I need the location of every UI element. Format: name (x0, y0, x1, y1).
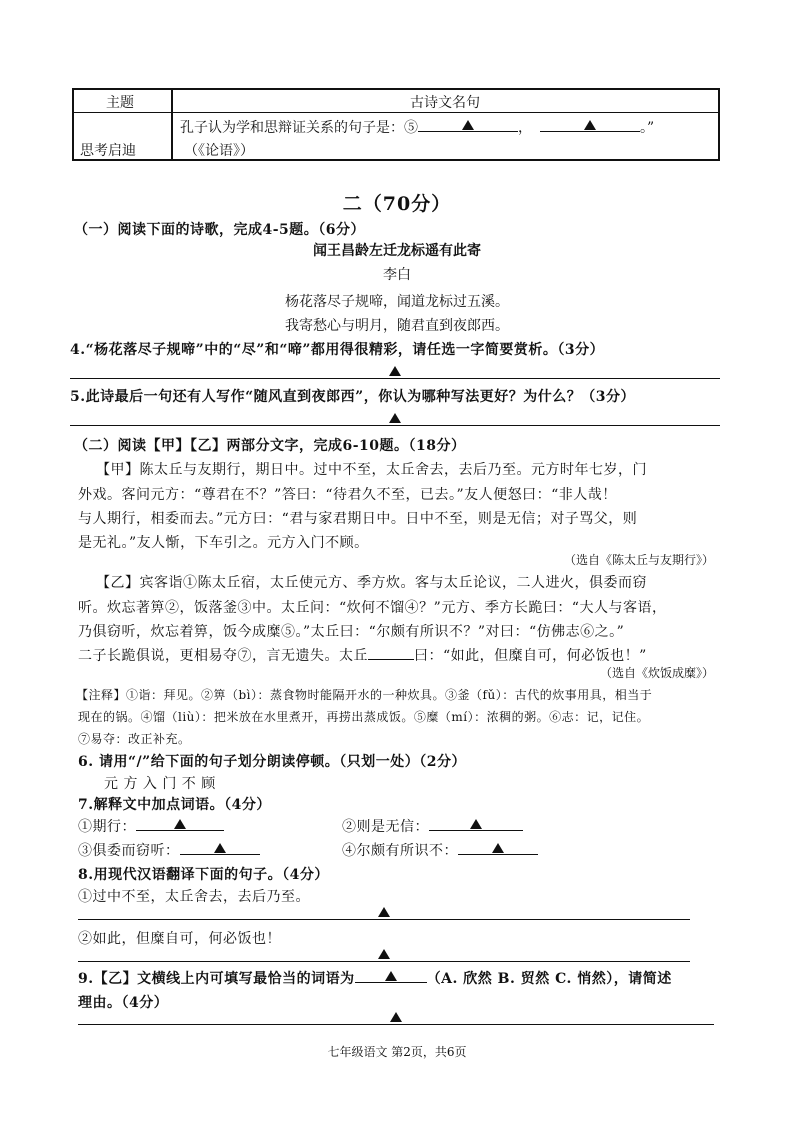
question-7-item: ②则是无信： (342, 816, 523, 836)
passage-jia-line: 外戏。客问元方：“尊君在不？”答曰：“待君久不至，已去。”友人便怒曰：“非人哉！ (78, 487, 617, 503)
table-row-label: 思考启迪 (80, 143, 136, 159)
answer-line[interactable] (78, 919, 690, 920)
answer-blank[interactable] (136, 816, 224, 831)
triangle-icon (462, 120, 474, 130)
passage-yi-line: 【乙】宾客诣①陈太丘宿，太丘使元方、季方炊。客与太丘论议，二人进火，俱委而窃 (96, 575, 647, 591)
theme-table (72, 88, 720, 161)
fill-blank[interactable] (368, 645, 414, 660)
triangle-icon (584, 120, 596, 130)
answer-blank[interactable] (458, 840, 538, 855)
question-8: 8.用现代汉语翻译下面的句子。（4分） (78, 867, 329, 883)
passage-yi-line: 二子长跪俱说，更相易夺⑦，言无遗失。太丘 曰：“如此，但糜自可，何必饭也！” (78, 645, 647, 665)
answer-line[interactable] (70, 378, 720, 379)
table-divider-vertical (171, 90, 173, 159)
poem-line: 我寄愁心与明月，随君直到夜郎西。 (285, 318, 509, 334)
table-header-topic: 古诗文名句 (410, 95, 480, 111)
poem-line: 杨花落尽子规啼，闻道龙标过五溪。 (285, 294, 509, 310)
answer-blank[interactable] (355, 968, 427, 983)
question-4: 4.“杨花落尽子规啼”中的“尽”和“啼”都用得很精彩，请任选一字简要赏析。（3分） (70, 342, 605, 358)
answer-blank[interactable] (180, 840, 260, 855)
question-7-item: ①期行： (78, 816, 224, 836)
question-7-item: ③俱委而窃听： (78, 840, 260, 860)
triangle-icon (492, 843, 504, 853)
table-row-text: 孔子认为学和思辩证关系的句子是：⑤ ， 。” (180, 117, 654, 137)
answer-blank[interactable] (429, 816, 523, 831)
notes-line: ⑦易夺：改正补充。 (78, 732, 191, 746)
poem-title: 闻王昌龄左迁龙标遥有此寄 (313, 243, 481, 259)
passage-jia-line: 【甲】陈太丘与友期行，期日中。过中不至，太丘舍去，去后乃至。元方时年七岁，门 (96, 462, 647, 478)
answer-line[interactable] (78, 961, 690, 962)
passage-yi-line: 乃俱窃听，炊忘着箅，饭今成糜⑤。”太丘曰：“尔颇有所识不？”对曰：“仿佛志⑥之。” (78, 624, 625, 640)
question-7-item: ④尔颇有所识不： (342, 840, 538, 860)
passage-jia-source: （选自《陈太丘与友期行》） (563, 553, 714, 567)
question-5: 5.此诗最后一句还有人写作“随风直到夜郎西”，你认为哪种写法更好？为什么？（3分） (70, 389, 635, 405)
answer-blank[interactable] (540, 117, 640, 132)
table-divider-horizontal (74, 112, 718, 113)
question-7: 7.解释文中加点词语。（4分） (78, 797, 271, 813)
part1-intro: （一）阅读下面的诗歌，完成4-5题。（6分） (74, 222, 366, 238)
passage-yi-source: （选自《炊饭成糜》） (599, 666, 714, 680)
triangle-icon (385, 971, 397, 981)
triangle-icon (378, 907, 390, 917)
notes-line: 【注释】①诣：拜见。②箅（bì）：蒸食物时能隔开水的一种炊具。③釜（fǔ）：古代的炊事用具，相当于 (76, 688, 653, 702)
triangle-icon (389, 366, 401, 376)
notes-line: 现在的锅。④馏（liù）：把米放在水里煮开，再捞出蒸成饭。⑤糜（mí）：浓稠的粥。⑥志：记，记住。 (78, 710, 650, 724)
section-title: 二（70分） (342, 193, 452, 215)
triangle-icon (174, 819, 186, 829)
triangle-icon (470, 819, 482, 829)
question-6-sentence: 元 方 入 门 不 顾 (104, 776, 216, 792)
passage-jia-line: 与人期行，相委而去。”元方曰：“君与家君期日中。日中不至，则是无信；对子骂父，则 (78, 511, 638, 527)
answer-blank[interactable] (418, 117, 518, 132)
answer-line[interactable] (70, 425, 720, 426)
table-row-source: （《论语》） (184, 143, 254, 159)
table-header-theme: 主题 (106, 95, 134, 111)
question-9-continued: 理由。（4分） (78, 995, 169, 1011)
page-footer: 七年级语文 第2页，共6页 (327, 1045, 467, 1059)
question-8-item: ②如此，但糜自可，何必饭也！ (78, 931, 281, 947)
question-9: 9.【乙】文横线上内可填写最恰当的词语为 （A. 欣然 B. 贸然 C. 悄然），请简述 (78, 968, 672, 988)
triangle-icon (214, 843, 226, 853)
part2-intro: （二）阅读【甲】【乙】两部分文字，完成6-10题。（18分） (74, 438, 466, 454)
answer-line[interactable] (78, 1024, 714, 1025)
passage-yi-line: 听。炊忘著箅②，饭落釜③中。太丘问：“炊何不馏④？”元方、季方长跪曰：“大人与客语， (78, 600, 667, 616)
question-8-item: ①过中不至，太丘舍去，去后乃至。 (78, 889, 310, 905)
passage-jia-line: 是无礼。”友人惭，下车引之。元方入门不顾。 (78, 535, 369, 551)
poem-author: 李白 (383, 267, 411, 283)
triangle-icon (390, 1012, 402, 1022)
triangle-icon (378, 949, 390, 959)
question-6: 6. 请用“/”给下面的句子划分朗读停顿。（只划一处）（2分） (78, 754, 466, 770)
triangle-icon (389, 413, 401, 423)
